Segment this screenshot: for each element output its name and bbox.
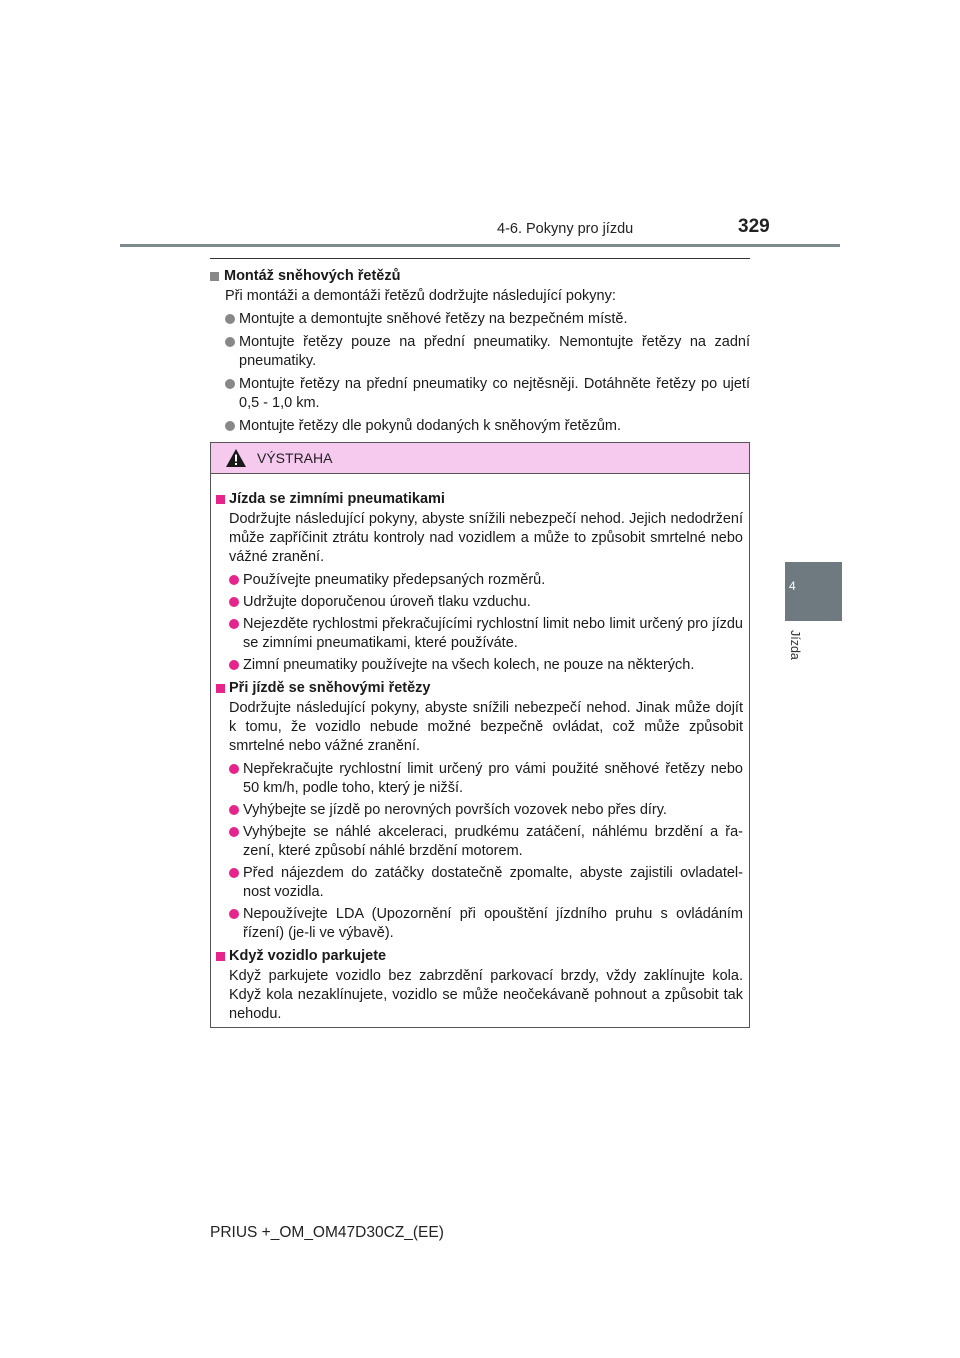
list-item: Nepřekračujte rychlostní limit určený pro vámi použité sněhové řetězy nebo 50 km/h, podle toho, který je nižší. <box>216 760 743 798</box>
bullet-dot-icon <box>229 868 239 878</box>
warning-paragraph: Dodržujte následující pokyny, abyste snížili nebezpečí nehod. Jinak může dojít k tomu, že vozidlo nebude možné bezpečně ovládat, což může způsobit smrtelné nebo vážné zranění. <box>229 700 743 754</box>
list-item: Montujte řetězy pouze na přední pneumatiky. Nemontujte řetězy na zadní pneumatiky. <box>210 333 750 371</box>
warning-box <box>210 442 750 1028</box>
square-bullet-icon <box>210 272 219 281</box>
section-heading <box>210 267 750 286</box>
square-bullet-icon <box>216 495 225 504</box>
bullet-dot-icon <box>225 421 235 431</box>
warning-header <box>211 443 749 474</box>
list-item: Zimní pneumatiky používejte na všech kolech, ne pouze na některých. <box>216 656 743 675</box>
warning-triangle-icon <box>225 448 247 468</box>
bullet-dot-icon <box>229 597 239 607</box>
section-heading-text: Montáž sněhových řetězů <box>224 268 401 284</box>
warning-subheading: Při jízdě se sněhovými řetězy <box>216 679 743 698</box>
bullet-dot-icon <box>229 660 239 670</box>
bullet-dot-icon <box>229 805 239 815</box>
bullet-dot-icon <box>229 909 239 919</box>
square-bullet-icon <box>216 684 225 693</box>
warning-subheading: Když vozidlo parkujete <box>216 947 743 966</box>
page-number: 329 <box>738 216 770 237</box>
list-item: Vyhýbejte se náhlé akceleraci, prudkému zatáčení, náhlému brzdění a řa-zení, které způsobí náhlé brzdění motorem. <box>216 823 743 861</box>
bullet-dot-icon <box>229 827 239 837</box>
section-intro: Při montáži a demontáži řetězů dodržujte následující pokyny: <box>225 288 616 304</box>
bullet-dot-icon <box>225 337 235 347</box>
footer-document-code: PRIUS +_OM_OM47D30CZ_(EE) <box>210 1224 444 1241</box>
section-divider <box>210 258 750 259</box>
list-item: Před nájezdem do zatáčky dostatečně zpomalte, abyste zajistili ovladatel-nost vozidla. <box>216 864 743 902</box>
chapter-tab-number: 4 <box>789 579 796 593</box>
warning-bullet-list <box>216 760 743 943</box>
warning-paragraph: Dodržujte následující pokyny, abyste snížili nebezpečí nehod. Jejich nedodržení může zapříčinit ztrátu kontroly nad vozidlem a může to způsobit smrtelné nebo vážné zranění. <box>229 511 743 565</box>
warning-subheading: Jízda se zimními pneumatikami <box>216 490 743 509</box>
warning-body <box>211 474 749 1024</box>
list-item: Nepoužívejte LDA (Upozornění při opouštění jízdního pruhu s ovládáním řízení) (je-li ve výbavě). <box>216 905 743 943</box>
list-item: Používejte pneumatiky předepsaných rozměrů. <box>216 571 743 590</box>
snow-chains-section <box>210 258 750 440</box>
warning-bullet-list <box>216 571 743 675</box>
list-item: Montujte řetězy dle pokynů dodaných k sněhovým řetězům. <box>210 417 750 436</box>
header-section-title: 4-6. Pokyny pro jízdu <box>497 221 634 237</box>
bullet-dot-icon <box>229 764 239 774</box>
bullet-dot-icon <box>225 379 235 389</box>
bullet-dot-icon <box>229 619 239 629</box>
warning-paragraph: Když parkujete vozidlo bez zabrzdění parkovací brzdy, vždy zaklínujte kola. Když kola nezaklínujete, vozidlo se může neočekávaně pohnout a způsobit tak nehodu. <box>229 968 743 1022</box>
list-item: Nejezděte rychlostmi překračujícími rychlostní limit nebo limit určený pro jízdu se zimními pneumatikami, které používáte. <box>216 615 743 653</box>
square-bullet-icon <box>216 952 225 961</box>
list-item: Montujte a demontujte sněhové řetězy na bezpečném místě. <box>210 310 750 329</box>
warning-title: VÝSTRAHA <box>257 450 333 466</box>
bullet-dot-icon <box>225 314 235 324</box>
list-item: Montujte řetězy na přední pneumatiky co nejtěsněji. Dotáhněte řetězy po ujetí 0,5 - 1,0 km. <box>210 375 750 413</box>
bullet-dot-icon <box>229 575 239 585</box>
header-rule <box>120 244 840 247</box>
list-item: Udržujte doporučenou úroveň tlaku vzduchu. <box>216 593 743 612</box>
list-item: Vyhýbejte se jízdě po nerovných površích vozovek nebo přes díry. <box>216 801 743 820</box>
chapter-tab-label: Jízda <box>788 630 802 660</box>
section-bullet-list <box>210 310 750 436</box>
